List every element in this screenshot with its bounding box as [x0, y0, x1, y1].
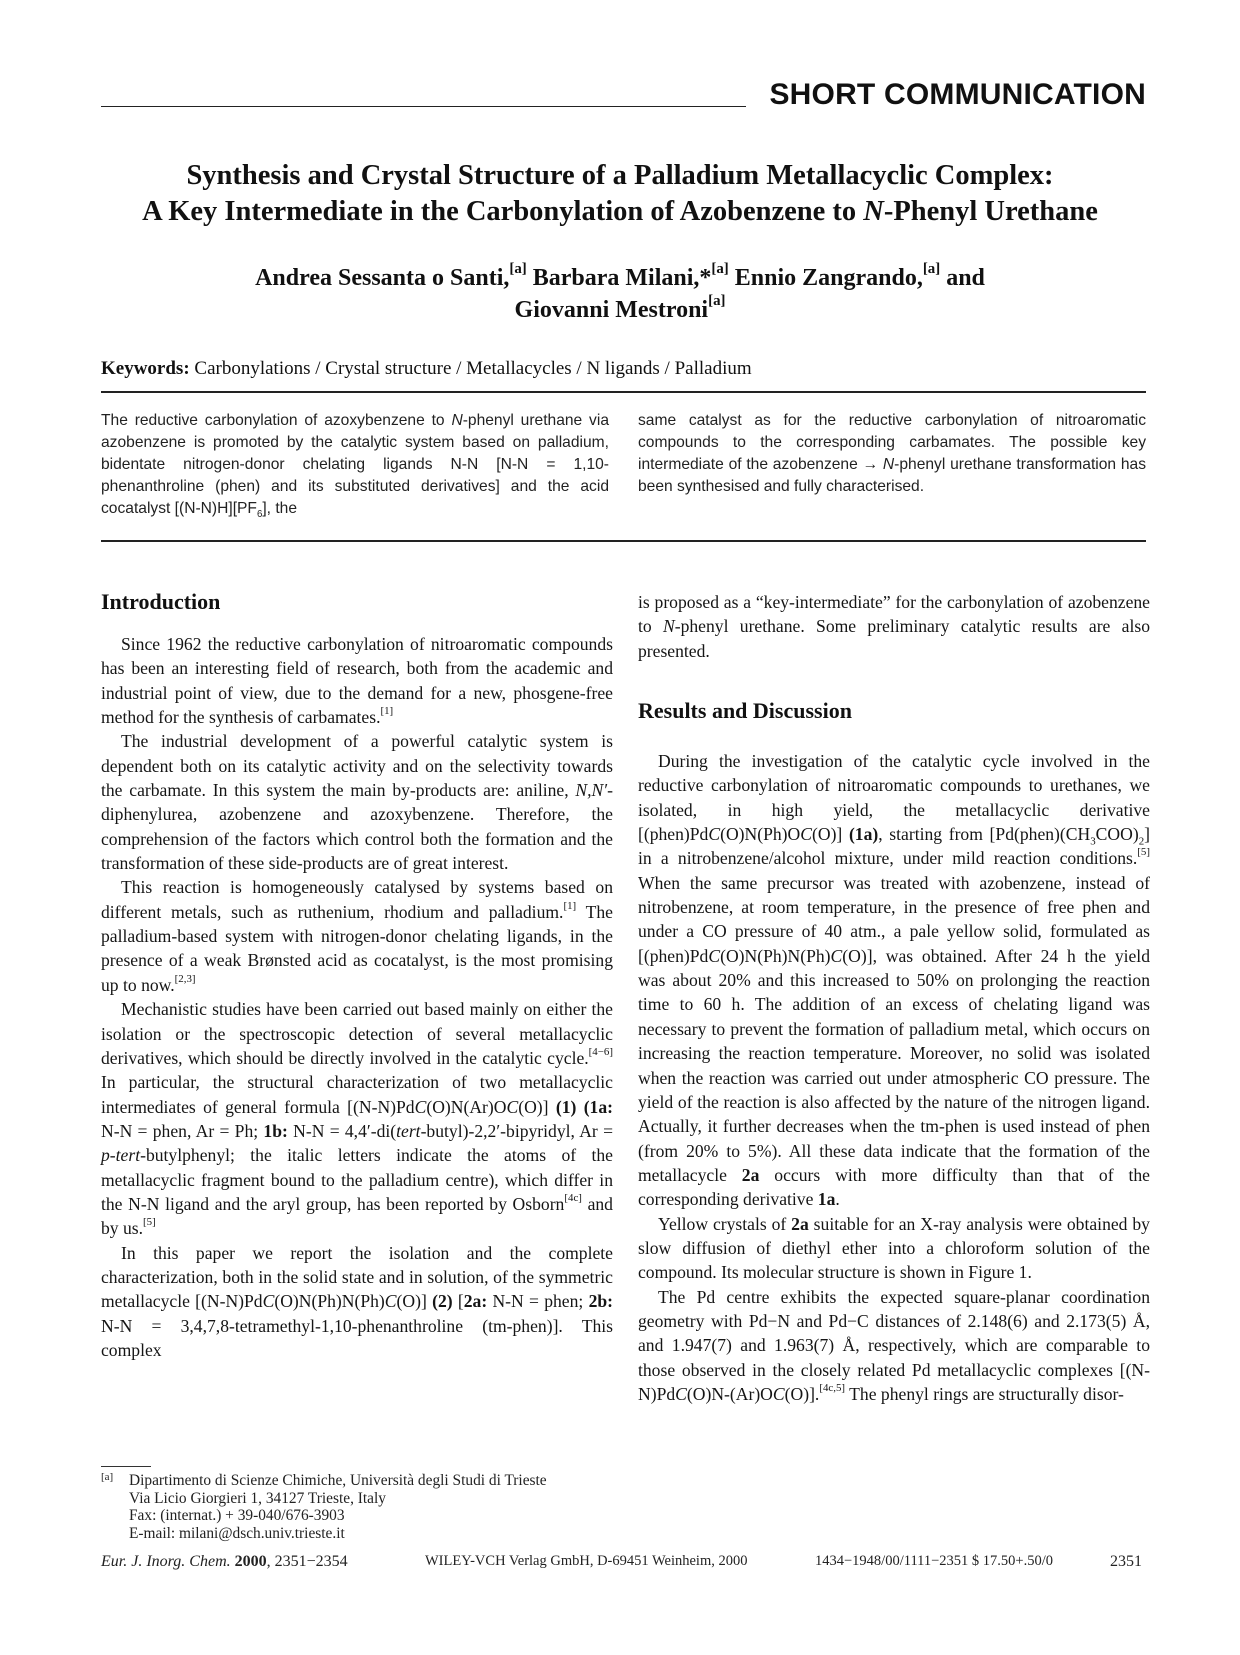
body-text: -phenyl urethane. Some preliminary catalytic results are also presented. — [638, 616, 1150, 661]
body-text: (O)N(Ph)O — [720, 824, 801, 845]
keywords-text: Carbonylations / Crystal structure / Metallacycles / N ligands / Palladium — [189, 358, 752, 379]
citation: [1] — [380, 705, 394, 717]
affiliation-footnote — [101, 1472, 613, 1542]
intro-paragraph-4 — [101, 997, 613, 1240]
citation: [2,3] — [174, 972, 196, 985]
affiliation-mark: [a] — [509, 261, 527, 278]
author-name: Barbara Milani,* — [526, 265, 712, 291]
body-text: In particular, the structural characterization of two metallacyclic intermediates of general formula [(N-N)Pd — [101, 1072, 613, 1117]
body-italic: N,N′ — [575, 780, 608, 801]
body-text: (O)] — [396, 1291, 433, 1312]
body-italic: p-tert — [101, 1145, 141, 1166]
author-list — [80, 262, 1160, 326]
right-column — [638, 590, 1150, 1406]
intro-paragraph-1 — [101, 632, 613, 729]
citation: [4c] — [564, 1191, 582, 1204]
author-name: Giovanni Mestroni — [514, 297, 709, 323]
body-text: Yellow crystals of — [658, 1213, 792, 1234]
citation: [4c,5] — [819, 1381, 846, 1394]
results-paragraph-1 — [638, 749, 1150, 1212]
author-name: Andrea Sessanta o Santi, — [255, 265, 510, 291]
section-type-label: SHORT COMMUNICATION — [769, 78, 1146, 111]
results-heading: Results and Discussion — [638, 698, 852, 724]
abstract-text: The reductive carbonylation of azoxybenzene to — [101, 412, 452, 429]
footnote-line: Dipartimento di Scienze Chimiche, Università degli Studi di Trieste — [129, 1472, 547, 1489]
body-italic: C — [414, 1096, 427, 1117]
body-text: The Pd centre exhibits the expected square-planar coordination geometry with Pd−N and Pd−C distances of 2.148(6) and 2.173(5) Å, and 1.947(7) and 1.963(7) Å, respectively, which are comparable to those observed in the closely related Pd metallacyclic complexes [(N-N)Pd — [638, 1286, 1150, 1404]
body-text: (O)N-(Ar)O — [686, 1383, 773, 1404]
body-text: The industrial development of a powerful catalytic system is dependent both on its catalytic activity and on the selectivity towards the carbamate. In this system the main by-products are: aniline, — [101, 731, 613, 801]
body-text: (O)] — [518, 1096, 556, 1117]
body-text: During the investigation of the catalytic cycle involved in the reductive carbonylation of nitroaromatic compounds to urethanes, we isolated, in high yield, the metallacyclic derivative [(phen)Pd — [638, 751, 1150, 845]
body-text: -diphenylurea, azobenzene and azoxybenzene. Therefore, the comprehension of the factors which control both the formation and the transformation of these side-products are of great interest. — [101, 780, 613, 874]
body-text: When the same precursor was treated with azobenzene, instead of nitrobenzene, at room temperature, in the presence of free phen and under a CO pressure of 40 atm., a pale yellow solid, formulated as [(phen)Pd — [638, 872, 1150, 966]
body-italic: N — [662, 616, 675, 637]
body-italic: C — [384, 1291, 397, 1312]
header-rule — [101, 106, 746, 107]
footnote-rule — [101, 1466, 151, 1467]
keywords — [101, 358, 752, 380]
abstract-rule — [101, 540, 1146, 542]
body-text: (O)N(Ar)O — [426, 1096, 507, 1117]
footnote-body — [101, 1472, 613, 1542]
title-line-2 — [80, 194, 1160, 230]
body-text: N-N = phen, Ar = Ph; — [101, 1120, 264, 1141]
body-italic: C — [262, 1291, 275, 1312]
affiliation-mark: [a] — [922, 261, 941, 278]
body-text: This reaction is homogeneously catalysed by systems based on different metals, such as ruthenium, rhodium and palladium. — [101, 877, 613, 922]
author-line-1 — [80, 262, 1160, 294]
body-text: N-N = phen; — [487, 1291, 589, 1312]
body-text: Since 1962 the reductive carbonylation of nitroaromatic compounds has been an interesting field of research, both from the academic and industrial point of view, due to the demand for a new, phosgene-free method for the synthesis of carbamates. — [101, 634, 613, 728]
body-italic: tert — [396, 1120, 421, 1141]
keywords-rule — [101, 391, 1146, 393]
body-text: and by us. — [101, 1193, 613, 1239]
footnote-line: Via Licio Giorgieri 1, 34127 Trieste, Italy — [129, 1489, 386, 1507]
journal-pages: , 2351−2354 — [266, 1553, 348, 1570]
citation: [5] — [143, 1216, 156, 1229]
body-text: . — [835, 1189, 840, 1210]
abstract-right — [638, 410, 1146, 498]
citation: [1] — [563, 899, 577, 912]
body-text: N-N = 3,4,7,8-tetramethyl-1,10-phenanthroline (tm-phen)]. This complex — [101, 1315, 613, 1360]
abstract-text: -phenyl urethane via azobenzene is promoted by the catalytic system based on palladium, bidentate nitrogen-donor chelating ligands N-N [N-N = 1,10-phenanthroline (phen) and its substituted derivatives] and the acid cocatalyst [(N-N)H][PF — [101, 412, 609, 517]
body-text: COO) — [1095, 824, 1139, 845]
compound-label: 2a: — [463, 1291, 488, 1312]
body-italic: C — [708, 824, 721, 845]
title-italic: N — [863, 196, 884, 227]
body-italic: C — [708, 945, 721, 966]
compound-label: (1a: — [583, 1096, 613, 1117]
body-text: suitable for an X-ray analysis were obtained by slow diffusion of diethyl ether into a chloroform solution of the compound. Its molecular structure is shown in Figure 1. — [638, 1213, 1150, 1283]
body-text: is proposed as a “key-intermediate” for the carbonylation of azobenzene to — [638, 592, 1150, 637]
body-text: (O)]. — [784, 1383, 820, 1404]
citation: [5] — [1137, 846, 1150, 859]
compound-label: (2) — [432, 1291, 453, 1312]
body-italic: C — [772, 1383, 785, 1404]
journal-year: 2000 — [234, 1553, 267, 1570]
title-text: A Key Intermediate in the Carbonylation of Azobenzene to — [142, 196, 864, 227]
body-text: Mechanistic studies have been carried out based mainly on either the isolation or the spectroscopic detection of several metallacyclic derivatives, which should be directly involved in the catalytic cycle. — [101, 999, 613, 1068]
title-text: -Phenyl Urethane — [883, 196, 1098, 227]
body-text: N-N = 4,4′-di( — [287, 1120, 397, 1141]
intro-continuation — [638, 590, 1150, 663]
affiliation-mark: [a] — [708, 293, 726, 310]
compound-label: 1a — [817, 1189, 836, 1210]
footnote-mark: [a] — [101, 1471, 114, 1483]
intro-paragraph-5 — [101, 1241, 613, 1363]
affiliation-mark: [a] — [711, 261, 729, 278]
body-text: , starting from [Pd(phen)(CH — [878, 824, 1091, 845]
compound-label: 2a — [791, 1213, 809, 1234]
abstract-left — [101, 410, 609, 520]
subscript: 2 — [1138, 835, 1145, 848]
publisher-line: WILEY-VCH Verlag GmbH, D-69451 Weinheim, 2000 — [425, 1553, 748, 1569]
compound-label: (1) — [555, 1096, 577, 1117]
article-title — [80, 158, 1160, 230]
subscript: 3 — [1090, 835, 1096, 848]
body-text: (O)N(Ph)N(Ph) — [274, 1291, 385, 1312]
body-italic: C — [800, 824, 812, 845]
abstract-subscript: 6 — [256, 509, 263, 521]
author-conjunction: and — [940, 265, 985, 291]
abstract-italic: N — [451, 412, 463, 429]
compound-label: 1b: — [263, 1120, 288, 1141]
citation: [4−6] — [588, 1045, 613, 1058]
body-text: (O)], was obtained. After 24 h the yield was about 20% and this increased to 50% on prolonging the reaction time to 60 h. The addition of an excess of chelating ligand was necessary to prevent the formation of palladium metal, which occurs on increasing the reaction temperature. Moreover, no solid was isolated when the reaction was carried out under atmospheric CO pressure. The yield of the reaction is also affected by the nature of the nitrogen ligand. Actually, it further decreases when the tm-phen is used instead of phen (from 20% to 5%). All these data indicate that the formation of the metallacycle — [638, 945, 1150, 1185]
abstract-text: ], the — [262, 500, 298, 517]
abstract-italic: N — [882, 456, 895, 473]
footnote-line: Fax: (internat.) + 39-040/676-3903 — [129, 1507, 345, 1524]
title-line-1: Synthesis and Crystal Structure of a Palladium Metallacyclic Complex: — [186, 160, 1054, 191]
intro-paragraph-2 — [101, 729, 613, 875]
body-text — [576, 1097, 583, 1117]
page-number: 2351 — [1110, 1553, 1142, 1570]
intro-paragraph-3 — [101, 875, 613, 997]
body-italic: C — [830, 945, 843, 966]
compound-label: (1a) — [848, 824, 879, 845]
author-name: Ennio Zangrando, — [728, 265, 923, 291]
journal-name: Eur. J. Inorg. Chem. — [101, 1553, 231, 1570]
results-paragraph-2 — [638, 1212, 1150, 1285]
body-text: [ — [452, 1291, 464, 1312]
body-italic: C — [506, 1096, 519, 1117]
compound-label: 2a — [741, 1164, 760, 1185]
footnote-line: E-mail: milani@dsch.univ.trieste.it — [129, 1524, 345, 1542]
results-paragraph-3 — [638, 1285, 1150, 1407]
left-column — [101, 588, 613, 1362]
author-line-2 — [80, 294, 1160, 326]
body-text: occurs with more difficulty than that of the corresponding derivative — [638, 1164, 1150, 1210]
issn-code: 1434−1948/00/1111−2351 $ 17.50+.50/0 — [815, 1553, 1054, 1569]
compound-label: 2b: — [588, 1291, 614, 1312]
body-text: (O)N(Ph)N(Ph) — [720, 945, 831, 966]
journal-citation — [101, 1553, 348, 1571]
body-text: In this paper we report the isolation and the complete characterization, both in the solid state and in solution, of the symmetric metallacycle [(N-N)Pd — [101, 1242, 613, 1312]
introduction-heading: Introduction — [101, 589, 221, 614]
body-text: -butyl)-2,2′-bipyridyl, Ar = — [420, 1120, 613, 1141]
body-text: The phenyl rings are structurally disor- — [845, 1383, 1124, 1404]
abstract-text: -phenyl urethane transformation has been synthesised and fully characterised. — [638, 456, 1146, 495]
body-text: ] in a nitrobenzene/alcohol mixture, under mild reaction conditions. — [638, 824, 1150, 869]
body-text: -butylphenyl; the italic letters indicate the atoms of the metallacyclic fragment bound to the palladium centre), which differ in the N-N ligand and the aryl group, has been reported by Osborn — [101, 1145, 613, 1214]
body-italic: C — [675, 1383, 687, 1404]
body-text: The palladium-based system with nitrogen-donor chelating ligands, in the presence of a weak Brønsted acid as cocatalyst, is the most promising up to now. — [101, 901, 613, 995]
abstract-text: same catalyst as for the reductive carbonylation of nitroaromatic compounds to the corresponding carbamates. The possible key intermediate of the azobenzene → — [638, 412, 1146, 473]
body-text: (O)] — [812, 824, 849, 845]
keywords-label: Keywords: — [101, 358, 190, 379]
